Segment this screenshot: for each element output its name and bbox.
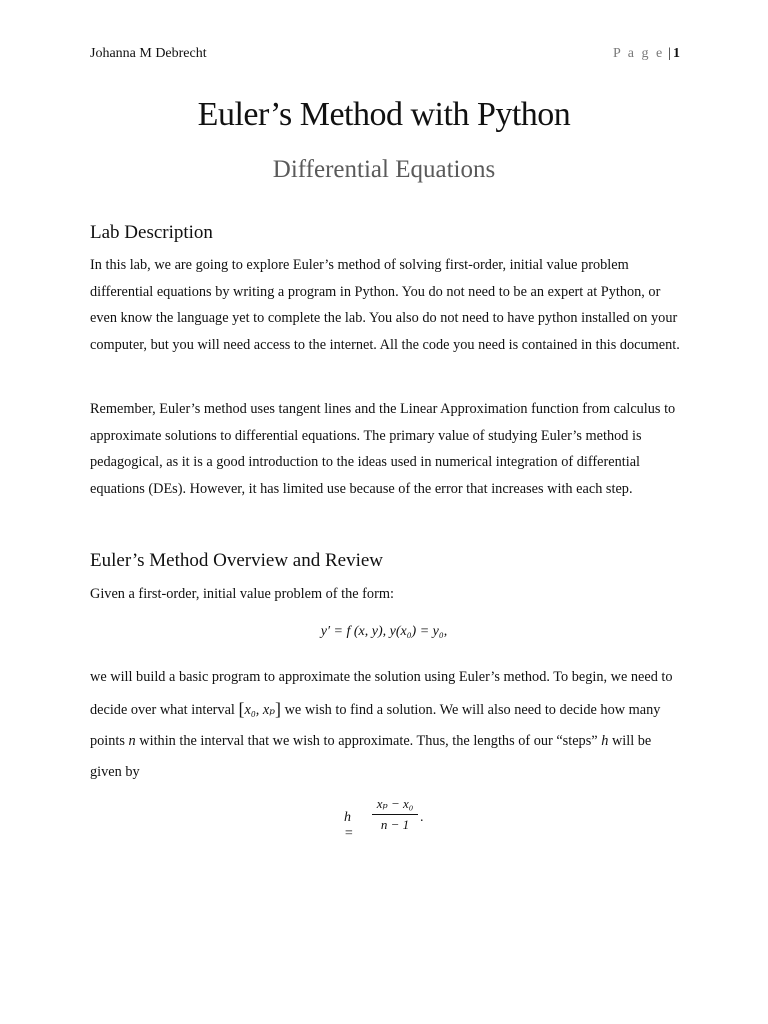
- fraction-denominator: n − 1: [380, 817, 410, 832]
- text-segment: within the interval that we wish to approximate. Thus, the lengths of our “steps”: [139, 733, 598, 749]
- equation-initial-value-problem: y′ = f (x, y), y(x₀) = y₀,: [320, 624, 448, 639]
- text-segment: will be given by: [90, 733, 652, 780]
- section-heading-overview: Euler’s Method Overview and Review: [90, 550, 384, 571]
- text-segment: we wish to find a solution. We will also need to decide how many points: [90, 702, 661, 749]
- header-page-number: [613, 46, 680, 62]
- variable-h: h: [601, 733, 609, 749]
- paragraph-build-program: [90, 662, 682, 788]
- text-segment: we will build a basic program to approximate the solution using Euler’s method. To begin, we need to decide over what interval: [90, 669, 673, 718]
- header-author: Johanna M Debrecht: [90, 46, 207, 61]
- page-label: P a g e: [612, 46, 665, 61]
- section-heading-lab-description: Lab Description: [90, 222, 213, 243]
- equation-lhs: h =: [344, 810, 354, 841]
- fraction-numerator: xₚ − x₀: [372, 796, 418, 815]
- document-subtitle: Differential Equations: [272, 156, 496, 183]
- page-header: [90, 46, 680, 66]
- document-title: Euler’s Method with Python: [197, 96, 571, 133]
- variable-n: n: [128, 733, 136, 749]
- fraction: [372, 796, 418, 833]
- left-bracket: [: [238, 699, 245, 719]
- interval-math: x₀, xₚ: [244, 702, 275, 718]
- page-number: 1: [673, 46, 680, 61]
- equation-period: .: [420, 810, 424, 825]
- paragraph-given-ivp: Given a first-order, initial value problem of the form:: [90, 586, 394, 602]
- right-bracket: ]: [275, 699, 281, 719]
- paragraph-lab-intro: In this lab, we are going to explore Euler’s method of solving first-order, initial value problem differential equations by writing a program in Python. You do not need to be an expert at Python, or even know the language yet to complete the lab. You also do not need to have python installed on your computer, but you will need access to the internet. All the code you need is contained in this document.: [90, 257, 680, 353]
- page-separator: |: [668, 46, 671, 61]
- paragraph-euler-reminder: Remember, Euler’s method uses tangent lines and the Linear Approximation function from calculus to approximate solutions to differential equations. The primary value of studying Euler’s method is pedagogical, as it is a good introduction to the ideas used in numerical integration of differential equations (DEs). However, it has limited use because of the error that increases with each step.: [90, 401, 676, 497]
